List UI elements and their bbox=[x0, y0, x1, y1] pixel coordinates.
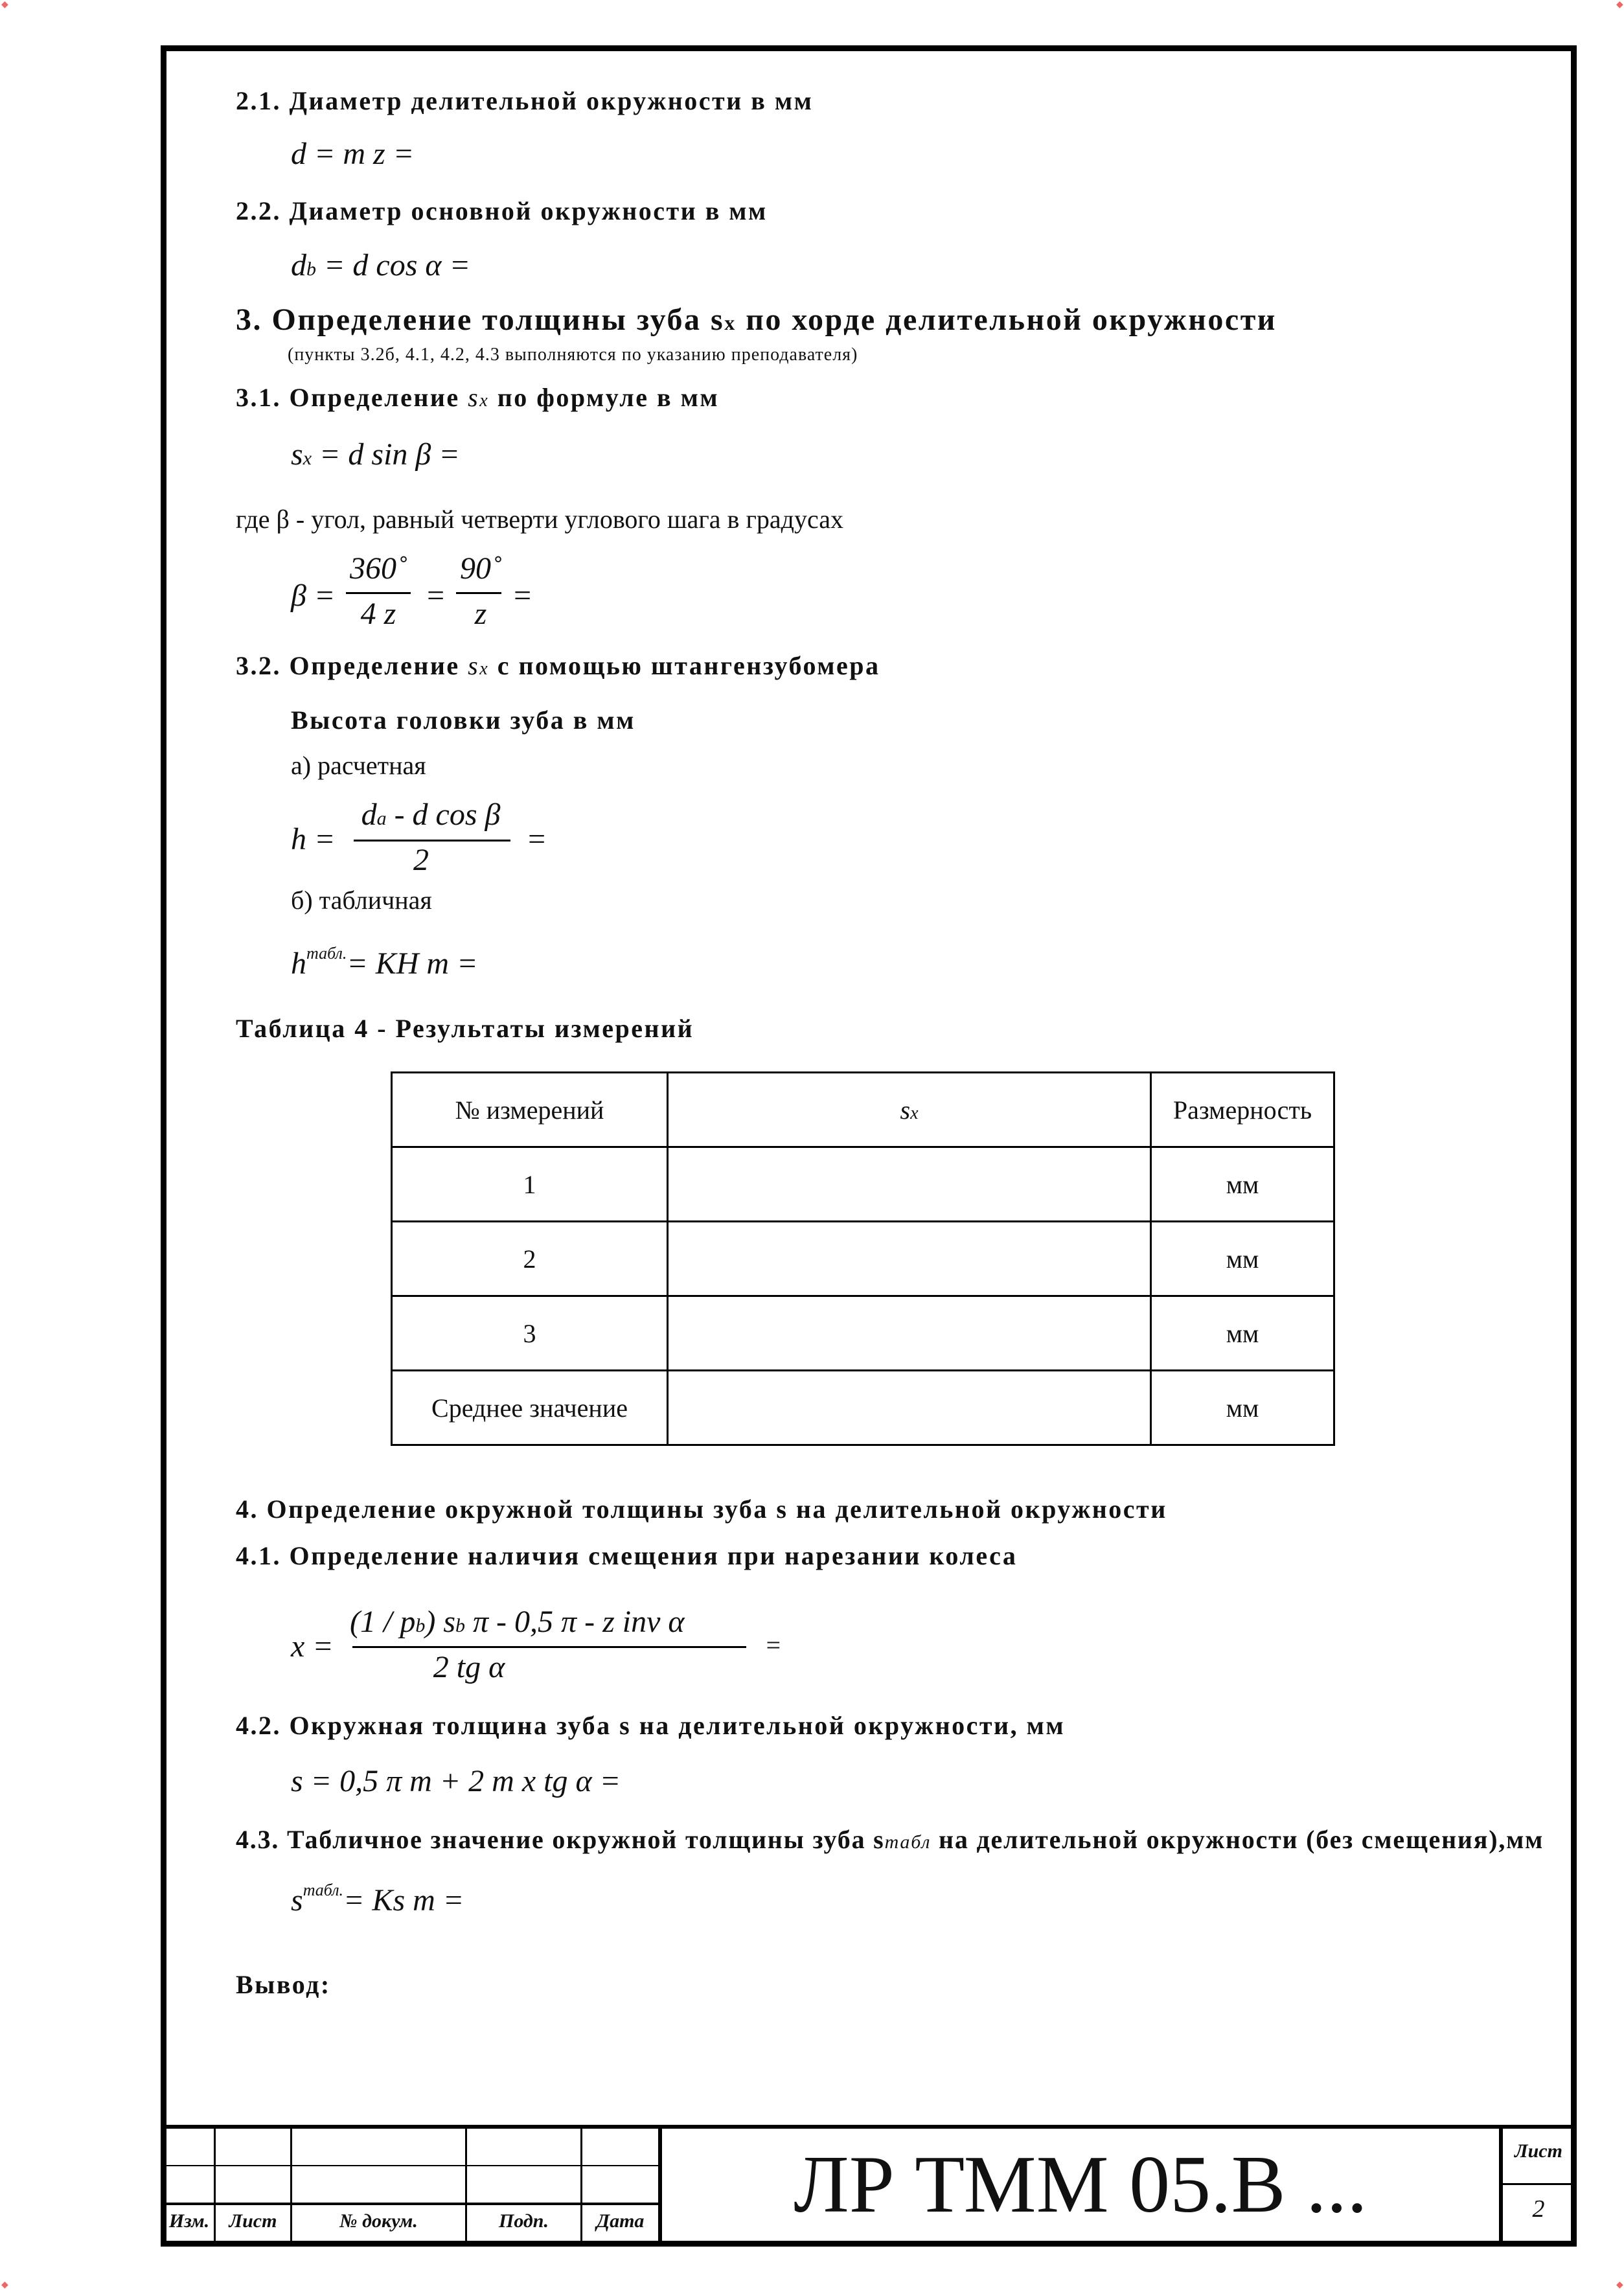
registration-mark: ◆ bbox=[1616, 0, 1623, 10]
beta-fraction-line-2 bbox=[456, 592, 501, 594]
formula-chord-thickness: sx = d sin β = bbox=[291, 437, 460, 472]
formula-pitch-diameter: d = m z = bbox=[291, 137, 415, 171]
table-row bbox=[392, 1371, 1334, 1445]
row-unit: мм bbox=[1151, 1371, 1334, 1445]
section-3-2-heading: 3.2. Определение sx с помощью штангензубомера bbox=[236, 651, 880, 680]
beta-explanation: где β - угол, равный четверти углового шага в градусах bbox=[236, 505, 843, 534]
section-2-2-heading: 2.2. Диаметр основной окружности в мм bbox=[236, 196, 768, 225]
row-unit: мм bbox=[1151, 1296, 1334, 1371]
table-row bbox=[392, 1147, 1334, 1222]
beta-tail: = bbox=[512, 578, 533, 613]
sheet-label: Лист bbox=[1515, 2140, 1562, 2162]
row-number: 2 bbox=[392, 1222, 668, 1296]
beta-numerator-2: 90˚ bbox=[460, 551, 501, 586]
row-value-cell[interactable] bbox=[668, 1296, 1151, 1371]
registration-mark: ◆ bbox=[1616, 2280, 1623, 2290]
row-number: 3 bbox=[392, 1296, 668, 1371]
formula-s-tabular: $s^{табл.}= Ks$ m = bbox=[291, 1881, 464, 1918]
section-3-1-heading: 3.1. Определение sx по формуле в мм bbox=[236, 383, 720, 412]
label-change: Изм. bbox=[168, 2210, 210, 2232]
section-2-1-heading: 2.1. Диаметр делительной окружности в мм bbox=[236, 86, 814, 115]
beta-denominator-1: 4 z bbox=[360, 597, 396, 631]
formula-circular-thickness: s = 0,5 π m + 2 m x tg α = bbox=[291, 1764, 621, 1798]
row-number: Среднее значение bbox=[392, 1371, 668, 1445]
document-title: ЛР ТММ 05.В ... bbox=[794, 2140, 1367, 2230]
beta-lhs: β = bbox=[291, 578, 336, 613]
formula-h-tabular: $h^{табл.}=$ KH m = bbox=[291, 944, 478, 981]
x-lhs: x = bbox=[291, 1629, 334, 1664]
section-4-3-heading: 4.3. Табличное значение окружной толщины зуба sтабл на делительной окружности (без смещения),мм bbox=[236, 1825, 1544, 1854]
section-4-heading: 4. Определение окружной толщины зуба s на делительной окружности bbox=[236, 1494, 1167, 1524]
x-numerator: (1 / pb) sb π - 0,5 π - z inv α bbox=[350, 1605, 685, 1639]
beta-denominator-2: z bbox=[474, 597, 487, 631]
section-4-1-heading: 4.1. Определение наличия смещения при нарезании колеса bbox=[236, 1541, 1018, 1570]
h-numerator: da - d cos β bbox=[361, 797, 501, 832]
h-denominator: 2 bbox=[413, 843, 429, 877]
title-block-row-line bbox=[163, 2203, 659, 2205]
row-value-cell[interactable] bbox=[668, 1222, 1151, 1296]
label-signature: Подп. bbox=[498, 2210, 549, 2232]
h-fraction-line bbox=[354, 840, 510, 842]
x-fraction-line bbox=[352, 1646, 746, 1648]
header-units: Размерность bbox=[1151, 1073, 1334, 1147]
addendum-height-heading: Высота головки зуба в мм bbox=[291, 705, 635, 735]
title-block-row-line bbox=[163, 2165, 659, 2166]
label-sheet: Лист bbox=[229, 2210, 277, 2232]
beta-fraction-line-1 bbox=[346, 592, 411, 594]
sheet-box-line bbox=[1500, 2183, 1574, 2185]
calculated-label: а) расчетная bbox=[291, 751, 426, 780]
table-row bbox=[392, 1296, 1334, 1371]
sheet-number: 2 bbox=[1532, 2195, 1545, 2223]
formula-base-diameter: db = d cos α = bbox=[291, 248, 470, 282]
table-row bbox=[392, 1222, 1334, 1296]
x-denominator: 2 tg α bbox=[433, 1650, 505, 1684]
row-unit: мм bbox=[1151, 1222, 1334, 1296]
row-value-cell[interactable] bbox=[668, 1147, 1151, 1222]
row-unit: мм bbox=[1151, 1147, 1334, 1222]
tabular-label: б) табличная bbox=[291, 886, 432, 915]
section-4-2-heading: 4.2. Окружная толщина зуба s на делительной окружности, мм bbox=[236, 1711, 1066, 1740]
table-caption: Таблица 4 - Результаты измерений bbox=[236, 1014, 694, 1043]
table-header-row bbox=[392, 1073, 1334, 1147]
row-value-cell[interactable] bbox=[668, 1371, 1151, 1445]
conclusion-label: Вывод: bbox=[236, 1970, 331, 1999]
label-date: Дата bbox=[596, 2210, 645, 2232]
beta-equals: = bbox=[425, 578, 446, 613]
row-number: 1 bbox=[392, 1147, 668, 1222]
label-document-number: № докум. bbox=[339, 2210, 418, 2232]
x-tail: = bbox=[764, 1631, 782, 1660]
beta-numerator-1: 360˚ bbox=[350, 551, 407, 586]
h-lhs: h = bbox=[291, 822, 336, 856]
header-measurement-number: № измерений bbox=[392, 1073, 668, 1147]
registration-mark: ◆ bbox=[1, 2280, 8, 2290]
header-sx: sx bbox=[668, 1073, 1151, 1147]
registration-mark: ◆ bbox=[1, 0, 8, 10]
section-3-heading: 3. Определение толщины зуба sx по хорде делительной окружности bbox=[236, 303, 1277, 337]
h-tail: = bbox=[526, 822, 547, 856]
section-3-note: (пункты 3.2б, 4.1, 4.2, 4.3 выполняются по указанию преподавателя) bbox=[288, 345, 858, 365]
results-table bbox=[391, 1071, 1335, 1446]
